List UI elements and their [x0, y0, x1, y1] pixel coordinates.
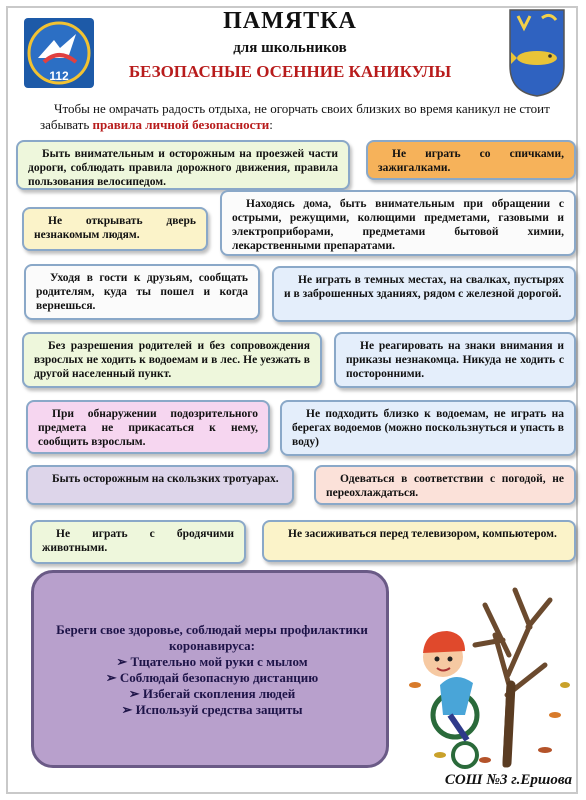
covid-item: ➢ Соблюдай безопасную дистанцию [105, 670, 319, 685]
rule-card-suspicious [26, 400, 270, 454]
rule-card-animals [30, 520, 246, 564]
rule-card-slippery [26, 465, 294, 505]
rule-text: Быть внимательным и осторожным на проезжей части дороги, соблюдать правила дорожного движения, правила пользования велосипедом. [28, 148, 338, 188]
rule-card-road [16, 140, 350, 190]
intro-text: Чтобы не омрачать радость отдыха, не огорчать своих близких во время каникул не стоит забывать [40, 101, 550, 132]
covid-item: ➢ Используй средства защиты [121, 702, 303, 717]
emergency-logo [24, 18, 94, 88]
rule-text: При обнаружении подозрительного предмета не прикасаться к нему, сообщить взрослым. [38, 408, 258, 448]
child-icon [423, 631, 477, 767]
city-crest [508, 8, 566, 98]
rule-text: Находясь дома, быть внимательным при обращении с острыми, режущими, колющими предметами, газовыми и электроприборами, предметами бытовой химии, лекарственными препаратами. [232, 198, 564, 252]
rule-card-home [220, 190, 576, 256]
logo-number: 112 [49, 69, 69, 83]
page-subtitle: для школьников [233, 40, 347, 56]
rule-text: Не реагировать на знаки внимания и приказы незнакомца. Никуда не ходить с посторонними. [346, 340, 564, 380]
rule-text: Не подходить близко к водоемам, не играть на берегах водоемов (можно поскользнуться и упасть в воду) [292, 408, 564, 448]
covid-item: ➢ Тщательно мой руки с мылом [116, 654, 308, 669]
rule-card-dark-places [272, 266, 576, 322]
page-heading: БЕЗОПАСНЫЕ ОСЕННИЕ КАНИКУЛЫ [128, 62, 452, 81]
rule-card-strangers [334, 332, 576, 388]
rule-text: Не играть в темных местах, на свалках, пустырях и в заброшенных зданиях, рядом с железной дорогой. [284, 274, 564, 300]
rule-card-weather [314, 465, 576, 505]
intro-colon: : [269, 117, 273, 132]
child-bike-illustration [395, 565, 575, 770]
rule-card-visit [24, 264, 260, 320]
school-signature: СОШ №3 г.Ершова [444, 772, 572, 788]
rule-text: Не играть со спичками, зажигалками. [378, 148, 564, 174]
rule-text: Уходя в гости к друзьям, сообщать родителям, куда ты пошел и когда вернешься. [36, 272, 248, 312]
rule-text: Не играть с бродячими животными. [42, 528, 234, 554]
covid-intro: Береги свое здоровье, соблюдай меры профилактики коронавируса: [56, 622, 368, 653]
rule-card-door [22, 207, 208, 251]
covid-text [52, 622, 372, 718]
rule-text: Не открывать дверь незнакомым людям. [34, 215, 196, 241]
rule-card-screen [262, 520, 576, 562]
rule-card-matches [366, 140, 576, 180]
intro-highlight: правила личной безопасности [92, 117, 270, 132]
covid-item: ➢ Избегай скопления людей [128, 686, 296, 701]
page-title: ПАМЯТКА [223, 8, 357, 34]
rule-text: Одеваться в соответствии с погодой, не переохлаждаться. [326, 473, 564, 499]
rule-text: Без разрешения родителей и без сопровождения взрослых не ходить к водоемам и в лес. Не уезжать в другой населенный пункт. [34, 340, 310, 380]
rule-card-shore [280, 400, 576, 456]
rule-text: Не засиживаться перед телевизором, компьютером. [288, 528, 557, 540]
intro-paragraph [40, 101, 556, 133]
rule-text: Быть осторожным на скользких тротуарах. [52, 473, 279, 485]
tree-icon [475, 590, 550, 765]
rule-card-water-forest [22, 332, 322, 388]
